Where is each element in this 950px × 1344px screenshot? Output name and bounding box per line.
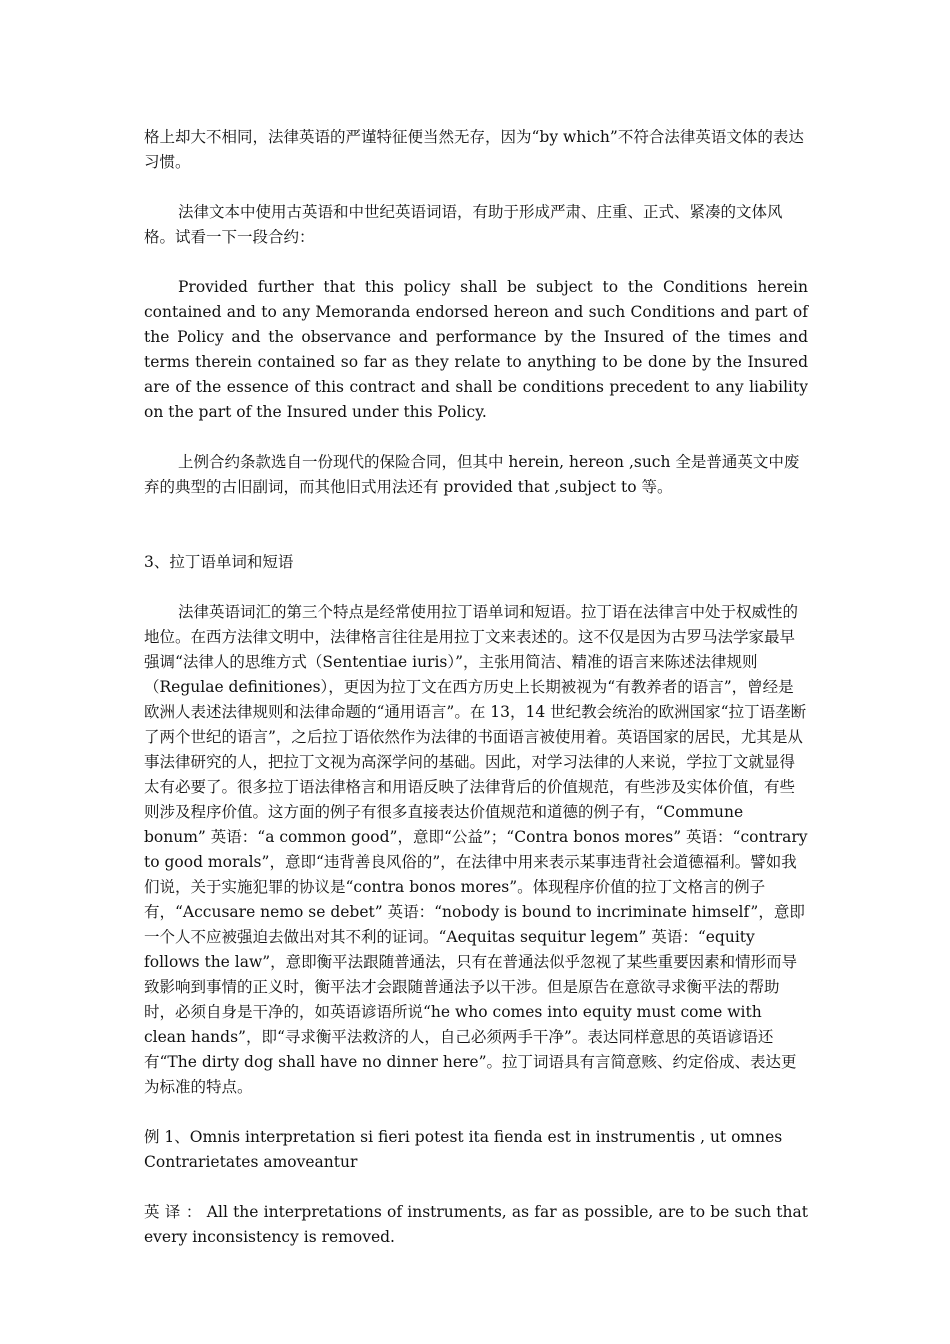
example-1-line-2: Contrarietates amoveantur [144, 1153, 358, 1171]
paragraph-latin-terms: 法律英语词汇的第三个特点是经常使用拉丁语单词和短语。拉丁语在法律言中处于权威性的地位。在西方法律文明中，法律格言往往是用拉丁文来表述的。这不仅是因为古罗马法学家最早强调“法律人的思维方式（Sententiae iuris）”，主张用简洁、精准的语言来陈述法律规则（Regulae definitiones），更因为拉丁文在西方历史上长期被视为“有教养者的语言”，曾经是欧洲人表述法律规则和法律命题的“通用语言”。在 13，14 世纪教会统治的欧洲国家“拉丁语垄断了两个世纪的语言”，之后拉丁语依然作为法律的书面语言被使用着。英语国家的居民，尤其是从事法律研究的人，把拉丁文视为高深学问的基础。因此，对学习法律的人来说，学拉丁文就显得太有必要了。很多拉丁语法律格言和用语反映了法律背后的价值规范，有些涉及实体价值，有些则涉及程序价值。这方面的例子有很多直接表达价值规范和道德的例子有，“Commune bonum” 英语：“a common good”，意即“公益”；“Contra bonos mores” 英语：“contrary to good morals”，意即“违背善良风俗的”，在法律中用来表示某事违背社会道德福利。譬如我们说，关于实施犯罪的协议是“contra bonos mores”。体现程序价值的拉丁文格言的例子有，“Accusare nemo se debet” 英语：“nobody is bound to incriminate himself”，意即一个人不应被强迫去做出对其不利的证词。“Aequitas sequitur legem” 英语：“equity follows the law”，意即衡平法跟随普通法，只有在普通法似乎忽视了某些重要因素和情形而导致影响到事情的正义时，衡平法才会跟随普通法予以干涉。但是原告在意欲寻求衡平法的帮助时，必须自身是干净的，如英语谚语所说“he who comes into equity must come with clean hands”，即“寻求衡平法救济的人，自己必须两手干净”。表达同样意思的英语谚语还有“The dirty dog shall have no dinner here”。拉丁词语具有言简意赅、约定俗成、表达更为标准的特点。 [144, 603, 808, 1096]
paragraph-contract-analysis: 上例合约条款选自一份现代的保险合同，但其中 herein, hereon ,such 全是普通英文中废弃的典型的古旧副词，而其他旧式用法还有 provided that ,subject to 等。 [144, 453, 800, 496]
paragraph-archaic-words: 法律文本中使用古英语和中世纪英语词语，有助于形成严肃、庄重、正式、紧凑的文体风格。试看一下一段合约： [144, 203, 783, 246]
contract-quote: Provided further that this policy shall be subject to the Conditions herein contained and to any Memoranda endorsed hereon and such Conditions and part of the Policy and the observance and performance by the Insured of the times and terms therein contained so far as they relate to anything to be done by the Insured are of the essence of this contract and shall be conditions precedent to any liability on the part of the Insured under this Policy. [144, 278, 808, 421]
document-page [144, 125, 808, 1275]
spacer [144, 525, 808, 550]
english-translation: 英 译 ： All the interpretations of instruments, as far as possible, are to be such that every inconsistency is removed. [144, 1203, 808, 1246]
section-heading-latin: 3、拉丁语单词和短语 [144, 553, 294, 571]
example-1-line-1: 例 1、Omnis interpretation si fieri potest ita fienda est in instrumentis , ut omnes [144, 1128, 783, 1146]
example-1 [144, 1125, 808, 1175]
paragraph-continuation: 格上却大不相同，法律英语的严谨特征便当然无存，因为“by which”不符合法律英语文体的表达习惯。 [144, 128, 804, 171]
